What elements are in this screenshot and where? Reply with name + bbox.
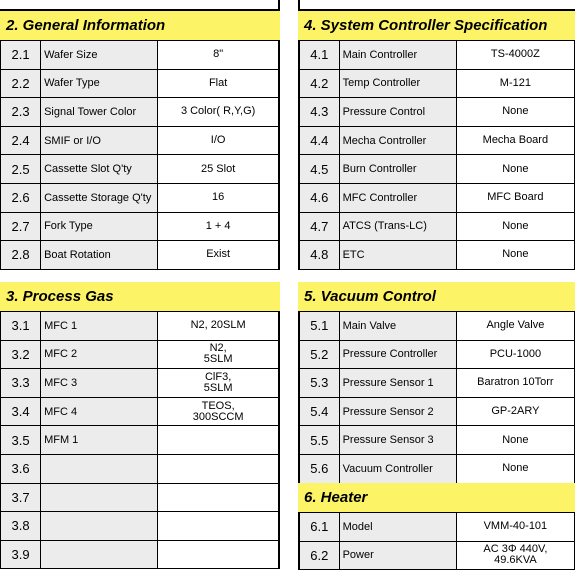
item-number: 3.1 (1, 312, 41, 341)
item-label: Pressure Control (339, 98, 456, 127)
item-value: MFC Board (456, 183, 574, 212)
spec-table (0, 40, 280, 270)
item-label (41, 540, 158, 569)
item-label (41, 454, 158, 483)
table-row (1, 369, 280, 398)
item-value: 8" (158, 41, 279, 70)
table-row (1, 155, 280, 184)
table-row (1, 397, 280, 426)
item-label (41, 483, 158, 512)
item-label: Cassette Storage Q'ty (41, 183, 158, 212)
table-row (1, 312, 280, 341)
table-row (299, 183, 575, 212)
item-value: None (456, 454, 574, 483)
item-label: Wafer Size (41, 41, 158, 70)
table-row (1, 126, 280, 155)
table-row (1, 483, 280, 512)
item-label: ATCS (Trans-LC) (339, 212, 456, 241)
item-number: 2.8 (1, 241, 41, 270)
item-number: 6.1 (299, 513, 339, 542)
previous-section-edge (0, 0, 280, 11)
item-number: 4.4 (299, 126, 339, 155)
item-number: 4.3 (299, 98, 339, 127)
table-row (299, 126, 575, 155)
table-row (1, 69, 280, 98)
item-value: None (456, 241, 574, 270)
vacuum-control-section (298, 282, 575, 484)
item-number: 2.2 (1, 69, 41, 98)
item-number: 4.1 (299, 41, 339, 70)
left-column (0, 0, 280, 563)
table-row (299, 426, 575, 455)
item-number: 5.6 (299, 454, 339, 483)
table-row (1, 98, 280, 127)
item-number: 2.4 (1, 126, 41, 155)
heater-section (298, 483, 575, 570)
table-row (1, 454, 280, 483)
item-value: N2, 5SLM (158, 340, 279, 369)
table-row (299, 312, 575, 341)
item-label: MFM 1 (41, 426, 158, 455)
table-row (299, 397, 575, 426)
table-row (299, 513, 575, 542)
item-value: Angle Valve (456, 312, 574, 341)
item-value: M-121 (456, 69, 574, 98)
item-value: PCU-1000 (456, 340, 574, 369)
item-label: SMIF or I/O (41, 126, 158, 155)
item-label: Main Valve (339, 312, 456, 341)
table-row (1, 540, 280, 569)
item-number: 4.7 (299, 212, 339, 241)
section-header: 4. System Controller Specification (298, 11, 575, 40)
table-row (299, 69, 575, 98)
item-number: 5.4 (299, 397, 339, 426)
item-value: I/O (158, 126, 279, 155)
item-value (158, 483, 279, 512)
item-number: 5.5 (299, 426, 339, 455)
item-value: Baratron 10Torr (456, 369, 574, 398)
item-value (158, 512, 279, 541)
table-row (299, 241, 575, 270)
item-value (158, 540, 279, 569)
item-label: Vacuum Controller (339, 454, 456, 483)
item-number: 2.5 (1, 155, 41, 184)
item-number: 6.2 (299, 541, 339, 570)
item-value: None (456, 426, 574, 455)
item-number: 2.7 (1, 212, 41, 241)
item-label: Main Controller (339, 41, 456, 70)
spec-table (298, 512, 575, 570)
item-number: 3.9 (1, 540, 41, 569)
item-number: 5.2 (299, 340, 339, 369)
item-value: N2, 20SLM (158, 312, 279, 341)
item-label: Pressure Controller (339, 340, 456, 369)
item-value: None (456, 212, 574, 241)
item-label: Signal Tower Color (41, 98, 158, 127)
item-number: 2.1 (1, 41, 41, 70)
item-label: MFC Controller (339, 183, 456, 212)
item-number: 2.3 (1, 98, 41, 127)
item-number: 2.6 (1, 183, 41, 212)
section-header: 6. Heater (298, 483, 575, 512)
item-number: 3.3 (1, 369, 41, 398)
table-row (1, 426, 280, 455)
item-number: 4.8 (299, 241, 339, 270)
table-row (299, 212, 575, 241)
item-label: Boat Rotation (41, 241, 158, 270)
table-row (299, 41, 575, 70)
item-number: 5.3 (299, 369, 339, 398)
item-label: Mecha Controller (339, 126, 456, 155)
table-row (299, 369, 575, 398)
item-label: Wafer Type (41, 69, 158, 98)
item-label (41, 512, 158, 541)
item-value: 1 + 4 (158, 212, 279, 241)
item-number: 3.8 (1, 512, 41, 541)
section-header: 2. General Information (0, 11, 280, 40)
item-value: 25 Slot (158, 155, 279, 184)
item-label: Temp Controller (339, 69, 456, 98)
item-value: TEOS, 300SCCM (158, 397, 279, 426)
item-number: 4.2 (299, 69, 339, 98)
item-value: GP-2ARY (456, 397, 574, 426)
item-label: Burn Controller (339, 155, 456, 184)
item-value: None (456, 98, 574, 127)
item-label: MFC 4 (41, 397, 158, 426)
item-label: ETC (339, 241, 456, 270)
item-value: ClF3, 5SLM (158, 369, 279, 398)
item-label: MFC 3 (41, 369, 158, 398)
spec-table (298, 311, 575, 484)
item-label: Power (339, 541, 456, 570)
item-number: 3.2 (1, 340, 41, 369)
item-label: Fork Type (41, 212, 158, 241)
table-row (299, 98, 575, 127)
item-label: Model (339, 513, 456, 542)
item-label: Cassette Slot Q'ty (41, 155, 158, 184)
right-column (298, 0, 575, 567)
section-header: 5. Vacuum Control (298, 282, 575, 311)
table-row (299, 541, 575, 570)
table-row (1, 41, 280, 70)
item-value: TS-4000Z (456, 41, 574, 70)
process-gas-section (0, 282, 280, 569)
item-label: Pressure Sensor 3 (339, 426, 456, 455)
item-label: Pressure Sensor 2 (339, 397, 456, 426)
spec-table (0, 311, 280, 569)
item-value: Flat (158, 69, 279, 98)
item-number: 4.5 (299, 155, 339, 184)
item-number: 4.6 (299, 183, 339, 212)
table-row (299, 340, 575, 369)
table-row (1, 183, 280, 212)
previous-section-edge (298, 0, 575, 11)
item-value: 16 (158, 183, 279, 212)
item-label: MFC 1 (41, 312, 158, 341)
item-number: 3.5 (1, 426, 41, 455)
table-row (1, 212, 280, 241)
item-number: 3.7 (1, 483, 41, 512)
table-row (1, 512, 280, 541)
table-row (299, 454, 575, 483)
item-value: Exist (158, 241, 279, 270)
section-header: 3. Process Gas (0, 282, 280, 311)
item-value (158, 454, 279, 483)
item-value: AC 3Φ 440V, 49.6KVA (456, 541, 574, 570)
item-label: MFC 2 (41, 340, 158, 369)
general-information-section (0, 11, 280, 270)
item-value: None (456, 155, 574, 184)
table-row (1, 340, 280, 369)
table-row (299, 155, 575, 184)
item-number: 3.6 (1, 454, 41, 483)
system-controller-section (298, 11, 575, 270)
item-number: 3.4 (1, 397, 41, 426)
item-value: 3 Color( R,Y,G) (158, 98, 279, 127)
item-value (158, 426, 279, 455)
item-number: 5.1 (299, 312, 339, 341)
item-value: Mecha Board (456, 126, 574, 155)
table-row (1, 241, 280, 270)
item-label: Pressure Sensor 1 (339, 369, 456, 398)
spec-table (298, 40, 575, 270)
item-value: VMM-40-101 (456, 513, 574, 542)
